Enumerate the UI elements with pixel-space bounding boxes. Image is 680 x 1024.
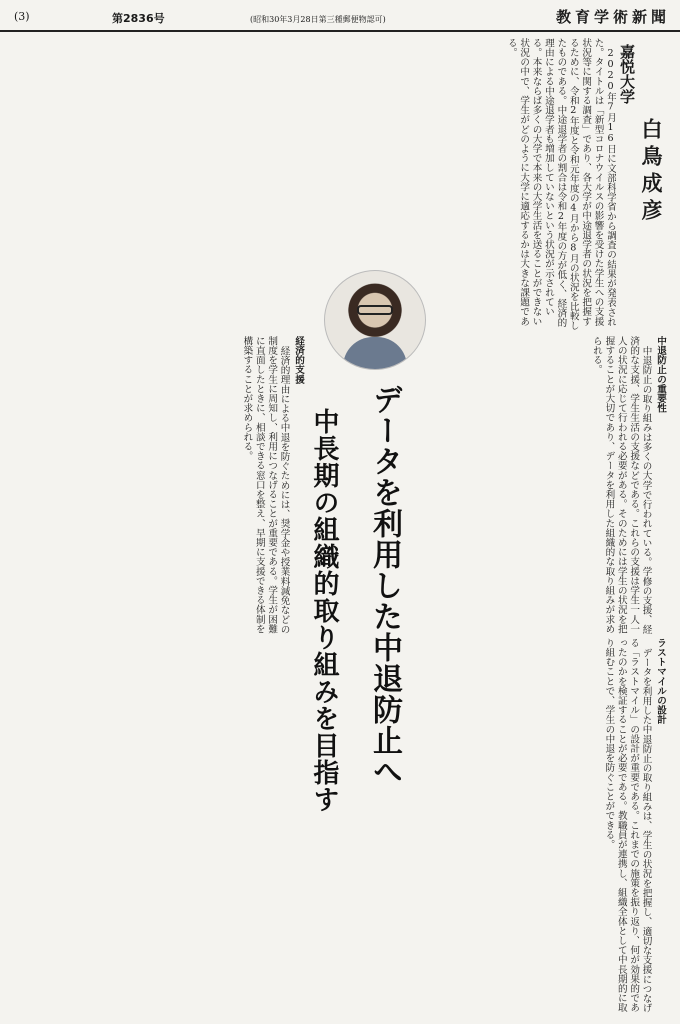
article-body-block-2 xyxy=(380,336,668,636)
body-paragraph: 2020年7月16日に文部科学省から調査の結果が発表された。タイトルは「新型コロナウイルスの影響を受けた学生への支援状況等に関する調査」であり、各大学が中途退学者の状況を把握するために、令和2年度と令和元年度の4月から8月の状況を比較したものである。中途退学者の割合は令和2年度の方が低く、経済的理由による中途退学者も増加していないという状況が示されている。本来ならば多くの大学で本来の大学生活を送ることができない状況の中で、学生がどのように大学に適応するかは大きな課題である。 xyxy=(505,38,616,331)
newspaper-header xyxy=(0,0,680,32)
sub-headline: 中長期の組織的取り組みを目指す xyxy=(309,408,339,813)
article-body-block-4 xyxy=(6,336,306,636)
section-subheading: 経済的支援 xyxy=(293,336,304,384)
page-number: (3) xyxy=(14,10,30,23)
portrait-shirt xyxy=(343,337,407,370)
author-organization: 嘉悦大学 xyxy=(618,44,636,104)
postal-permit-date: (昭和30年3月28日第三種郵便物認可) xyxy=(250,15,386,24)
body-paragraph: データを利用した中退防止の取り組みは、学生の状況を把握し、適切な支援につなげる「ラストマイル」の設計が重要である。これまでの施策を振り返り、何が効果的であったのかを検証することが必要である。教職員が連携し、組織全体として中長期的に取り組むことで、学生の中退を防ぐことができる。 xyxy=(603,638,652,1013)
section-subheading: 中退防止の重要性 xyxy=(655,336,666,413)
article xyxy=(6,34,674,1020)
author-name: 白鳥成彦 xyxy=(639,118,663,226)
body-paragraph: 経済的理由による中退を防ぐためには、奨学金や授業料減免などの制度を学生に周知し、利用につなげることが重要である。学生が困難に直面したときに、相談できる窓口を整え、早期に支援できる体制を構築することが求められる。 xyxy=(241,336,290,634)
body-paragraph: 中退防止の取り組みは多くの大学で行われている。学修の支援、経済的な支援、学生生活の支援などである。これらの支援は学生一人一人の状況に応じて行われる必要がある。そのためには学生の状況を把握することが大切であり、データを利用した組織的な取り組みが求められる。 xyxy=(590,336,652,634)
portrait-glasses xyxy=(357,305,393,315)
main-headline: データを利用した中退防止へ xyxy=(367,384,402,787)
newspaper-name: 教育学術新聞 xyxy=(555,8,670,26)
issue-number: 第2836号 xyxy=(112,12,165,25)
section-subheading: ラストマイルの設計 xyxy=(655,638,666,725)
author-portrait-photo xyxy=(324,270,426,370)
